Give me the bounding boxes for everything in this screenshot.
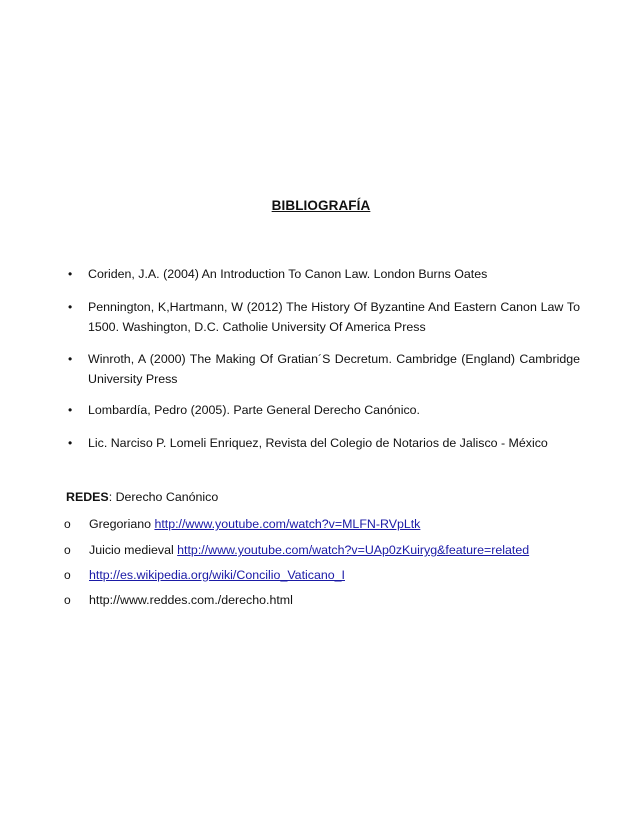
bibliography-entry: [68, 264, 580, 284]
bibliography-entry-text: Lombardía, Pedro (2005). Parte General Derecho Canónico.: [88, 403, 420, 417]
bibliography-title: BIBLIOGRAFÍA: [271, 198, 371, 213]
redes-item-prefix: Gregoriano: [89, 517, 155, 531]
bibliography-entry: [68, 433, 580, 453]
bibliography-entry-text: Lic. Narciso P. Lomeli Enriquez, Revista del Colegio de Notarios de Jalisco - México: [88, 436, 548, 450]
circle-bullet-icon: o: [64, 517, 71, 531]
circle-bullet-icon: o: [64, 593, 71, 607]
youtube-link-juicio-medieval[interactable]: http://www.youtube.com/watch?v=UAp0zKuiryg&feature=related: [177, 543, 530, 557]
bullet-icon: •: [68, 267, 73, 281]
bibliography-entry-text: Coriden, J.A. (2004) An Introduction To Canon Law. London Burns Oates: [88, 267, 488, 281]
reddes-url-text: http://www.reddes.com./derecho.html: [89, 593, 293, 607]
bibliography-entry: [68, 349, 580, 389]
bullet-icon: •: [68, 352, 73, 366]
bibliography-entry: [68, 400, 580, 420]
bibliography-entry: [68, 297, 580, 337]
redes-heading: [66, 487, 218, 507]
bullet-icon: •: [68, 300, 73, 314]
redes-item-prefix: Juicio medieval: [89, 543, 178, 557]
wikipedia-link-concilio[interactable]: http://es.wikipedia.org/wiki/Concilio_Vaticano_I: [89, 568, 345, 582]
youtube-link-gregoriano[interactable]: http://www.youtube.com/watch?v=MLFN-RVpLtk: [154, 517, 421, 531]
redes-item: [64, 514, 421, 534]
bullet-icon: •: [68, 403, 73, 417]
bibliography-entry-text: Winroth, A (2000) The Making Of Gratian´S Decretum. Cambridge (England) Cambridge University Press: [88, 352, 580, 386]
redes-item: [64, 590, 293, 610]
redes-label: REDES: [66, 490, 109, 504]
bibliography-entry-text: Pennington, K,Hartmann, W (2012) The History Of Byzantine And Eastern Canon Law To 1500. Washington, D.C. Catholie University Of America Press: [88, 300, 580, 334]
redes-item: [64, 565, 345, 585]
bullet-icon: •: [68, 436, 73, 450]
redes-item: [64, 540, 530, 560]
circle-bullet-icon: o: [64, 568, 71, 582]
circle-bullet-icon: o: [64, 543, 71, 557]
redes-subtitle: : Derecho Canónico: [108, 490, 219, 504]
